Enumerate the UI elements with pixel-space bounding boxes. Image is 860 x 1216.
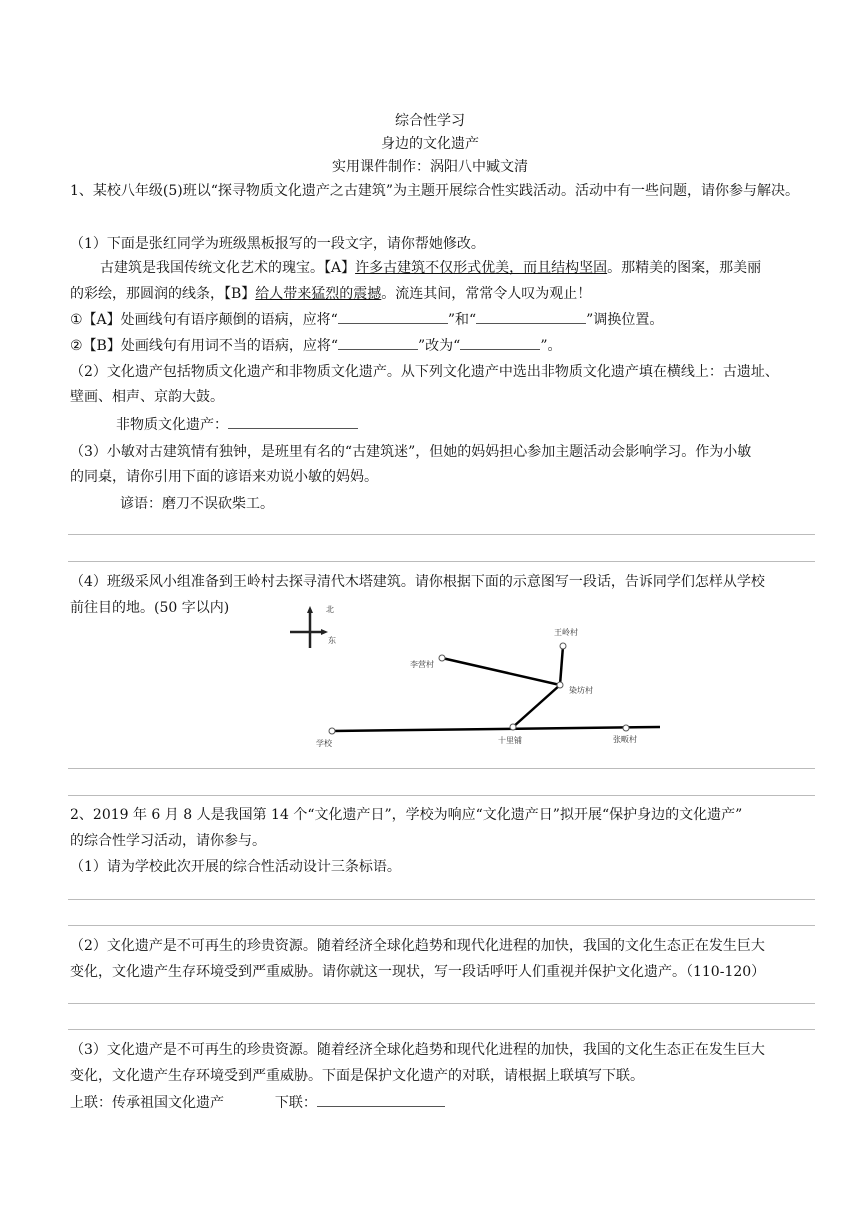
q2-part1: （1）请为学校此次开展的综合性活动设计三条标语。 [70, 859, 401, 875]
answer-label: 非物质文化遗产： [116, 417, 228, 433]
couplet-upper: 上联：传承祖国文化遗产 [70, 1095, 224, 1111]
answer-blank[interactable] [338, 335, 418, 350]
north-label: 北 [326, 605, 334, 614]
east-label: 东 [328, 636, 336, 645]
q1-part3-line1: （3）小敏对古建筑情有独钟，是班里有名的“古建筑迷”，但她的妈妈担心参加主题活动会影响学习。作为小敏 [70, 444, 752, 460]
page-title: 综合性学习 [395, 113, 465, 129]
q2-part2-line1: （2）文化遗产是不可再生的珍贵资源。随着经济全球化趋势和现代化进程的加快，我国的文化生态正在发生巨大 [70, 938, 765, 954]
roads [332, 646, 660, 731]
answer-line[interactable] [68, 899, 815, 900]
route-map [280, 600, 680, 760]
answer-line[interactable] [68, 795, 815, 796]
road-ranfang-shilipu [513, 685, 560, 727]
main-road [332, 727, 660, 731]
answer-blank[interactable] [476, 309, 586, 324]
passage-text: 。那精美的图案，那美丽 [607, 260, 762, 276]
answer-blank[interactable] [228, 414, 358, 429]
passage-text: 古建筑是我国传统文化艺术的瑰宝。【A】 [100, 260, 356, 276]
liying-village-node [439, 655, 445, 661]
passage-text: 。流连其间，常常令人叹为观止！ [381, 286, 592, 302]
proverb: 谚语：磨刀不误砍柴工。 [120, 496, 274, 512]
q2-part3-line1: （3）文化遗产是不可再生的珍贵资源。随着经济全球化趋势和现代化进程的加快，我国的文化生态正在发生巨大 [70, 1042, 765, 1058]
q2-intro-line2: 的综合性学习活动，请你参与。 [70, 833, 266, 849]
passage-line-1 [100, 256, 845, 280]
couplet-lower-label: 下联： [274, 1095, 317, 1111]
place-label: 十里铺 [498, 736, 522, 745]
couplet-answer-blank[interactable] [317, 1092, 445, 1107]
place-label: 染坊村 [569, 686, 593, 695]
passage-line-2 [70, 282, 815, 306]
passage-text: 的彩绘，那圆润的线条，【B】 [70, 286, 256, 302]
q1-part2-answer [116, 413, 860, 437]
compass-icon [290, 604, 336, 648]
underlined-sentence-a: 许多古建筑不仅形式优美，而且结构坚固 [355, 260, 608, 276]
q1-part2-line2: 壁画、相声、京韵大鼓。 [70, 389, 224, 405]
answer-blank[interactable] [338, 309, 448, 324]
place-label: 张畈村 [613, 735, 637, 744]
answer-line[interactable] [68, 925, 815, 926]
school-node [329, 728, 335, 734]
answer-line[interactable] [68, 561, 815, 562]
answer-line[interactable] [68, 768, 815, 769]
q1-part4-line1: （4）班级采风小组准备到王岭村去探寻清代木塔建筑。请你根据下面的示意图写一段话，告诉同学们怎样从学校 [70, 574, 765, 590]
item-text: ”。 [540, 338, 562, 354]
q1-intro: 1、某校八年级(5)班以“探寻物质文化遗产之古建筑”为主题开展综合性实践活动。活动中有一些问题，请你参与解决。 [70, 183, 800, 199]
q1-part1-title: （1）下面是张红同学为班级黑板报写的一段文字，请你帮她修改。 [70, 236, 485, 252]
shilipu-node [510, 724, 516, 730]
couplet-row [70, 1091, 815, 1115]
place-label: 学校 [316, 739, 332, 748]
item-text: ②【B】处画线句有用词不当的语病，应将“ [70, 338, 338, 354]
road-liying [442, 658, 560, 685]
q2-part3-line2: 变化，文化遗产生存环境受到严重威胁。下面是保护文化遗产的对联，请根据上联填写下联。 [70, 1068, 644, 1084]
item-text: ①【A】处画线句有语序颠倒的语病，应将“ [70, 312, 338, 328]
author-line: 实用课件制作：涡阳八中臧文清 [332, 159, 528, 175]
q2-intro-line1: 2、2019 年 6 月 8 人是我国第 14 个“文化遗产日”，学校为响应“文化遗产日”拟开展“保护身边的文化遗产” [70, 807, 743, 823]
q1-item-1 [70, 308, 815, 332]
underlined-sentence-b: 给人带来猛烈的震撼 [255, 286, 382, 302]
item-text: ”改为“ [418, 338, 461, 354]
place-label: 王岭村 [554, 628, 578, 637]
answer-blank[interactable] [460, 335, 540, 350]
place-label: 李营村 [410, 660, 434, 669]
q1-part3-line2: 的同桌，请你引用下面的谚语来劝说小敏的妈妈。 [70, 469, 378, 485]
answer-line[interactable] [68, 1029, 815, 1030]
wangling-village-node [560, 643, 566, 649]
item-text: ”和“ [447, 312, 477, 328]
page-subtitle: 身边的文化遗产 [381, 136, 479, 152]
q1-part2-line1: （2）文化遗产包括物质文化遗产和非物质文化遗产。从下列文化遗产中选出非物质文化遗产填在横线上：古遗址、 [70, 364, 779, 380]
answer-line[interactable] [68, 1003, 815, 1004]
answer-line[interactable] [68, 534, 815, 535]
item-text: ”调换位置。 [586, 312, 664, 328]
zhangfan-village-node [623, 725, 629, 731]
q2-part2-line2: 变化，文化遗产生存环境受到严重威胁。请你就这一现状，写一段话呼吁人们重视并保护文化遗产。（110-120） [70, 964, 766, 980]
q1-part4-line2: 前往目的地。(50 字以内) [70, 600, 230, 616]
road-wangling [560, 646, 563, 685]
q1-item-2 [70, 334, 815, 358]
ranfang-village-node [557, 682, 563, 688]
